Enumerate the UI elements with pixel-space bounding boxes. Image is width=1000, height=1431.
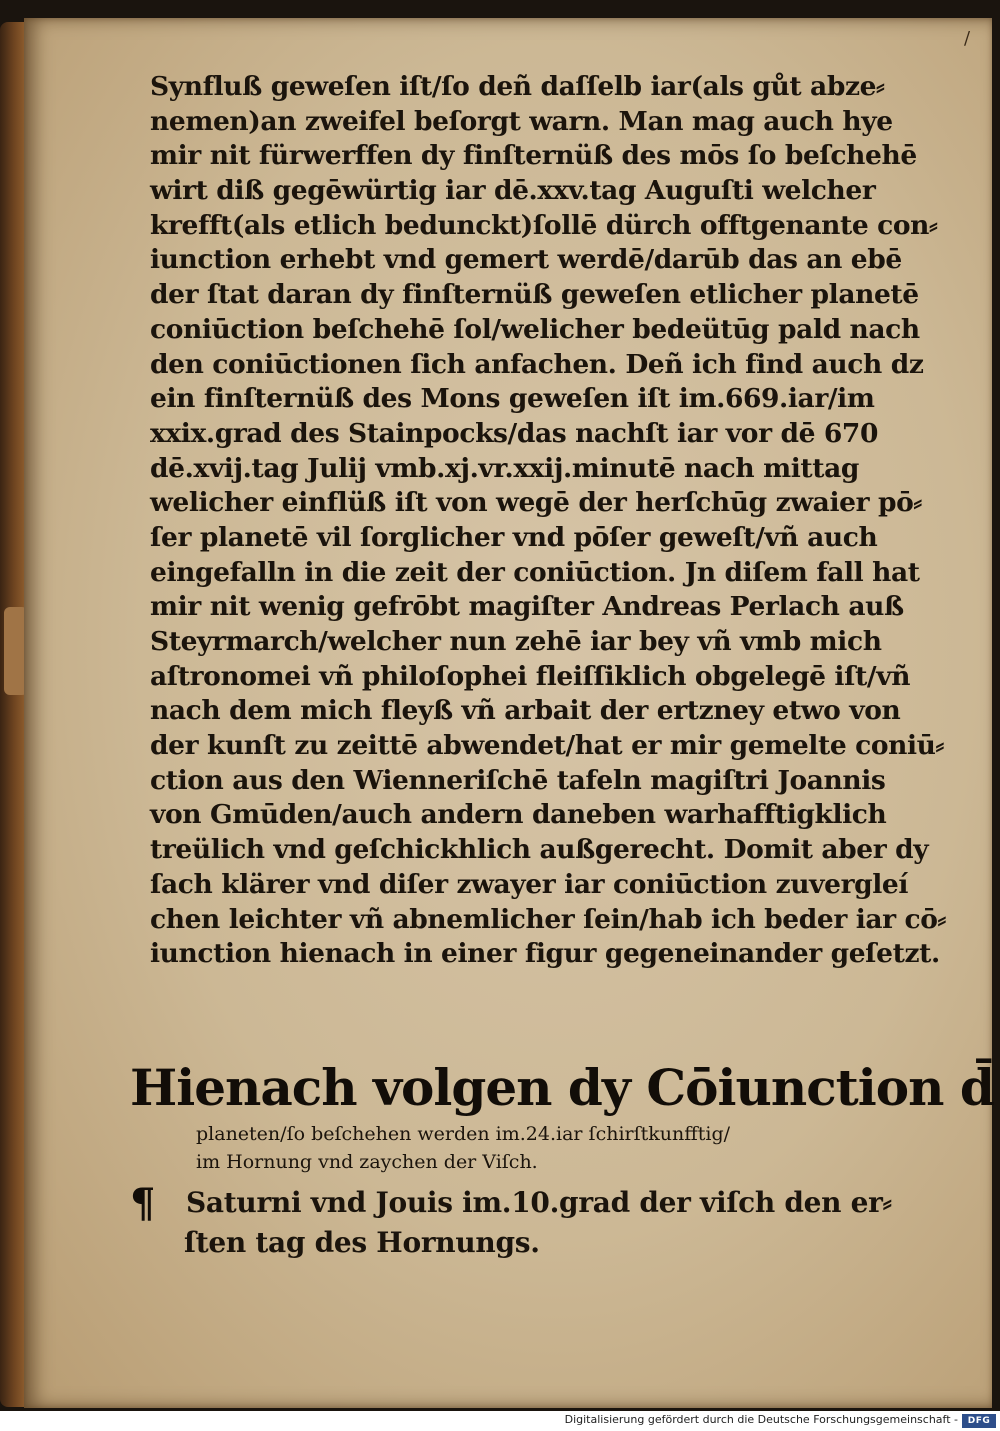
section-heading: Hienach volgen dy Cōiunction d̄ [130,1058,994,1117]
page-mark: / [964,28,971,49]
subheading-line: im Hornung vnd zaychen der Viſch. [196,1151,538,1173]
text-line: mir nit fürwerffen dy finſternüß des mōs ſo beſchehē [150,140,917,172]
text-line: mir nit wenig gefrōbt magiſter Andreas Perlach auß [150,591,904,623]
text-body [150,70,946,972]
text-line: der kunſt zu zeittē abwendet/hat er mir gemelte coniū⸗ [150,730,944,762]
text-line: iunction hienach in einer figur gegeneinander geſetzt. [150,938,940,970]
text-line: treülich vnd geſchickhlich außgerecht. Domit aber dy [150,834,929,866]
text-line: welicher einflüß iſt von wegē der herſchūg zwaier pō⸗ [150,487,922,519]
footer-bar [0,1411,1000,1431]
text-line: Synfluß geweſen iſt/ſo deñ daſſelb iar(als gůt abze⸗ [150,71,885,102]
text-line: wirt diß gegēwürtig iar dē.xxv.tag Auguſti welcher [150,175,876,207]
text-line: ſach klärer vnd diſer zwayer iar coniūction zuvergleí [150,868,909,900]
text-line: der ſtat daran dy finſternüß geweſen etlicher planetē [150,279,919,311]
text-line: ein finſternüß des Mons geweſen iſt im.669.iar/im [150,383,875,415]
text-line: von Gmūden/auch andern daneben warhafftigklich [150,799,887,831]
text-line: chen leichter vñ abnemlicher ſein/hab ich beder iar cō⸗ [150,903,946,935]
text-line: dē.xvij.tag Julij vmb.xj.vr.xxij.minutē nach mittag [150,452,859,484]
pilcrow-mark: ¶ [130,1180,156,1227]
text-line: ction aus den Wienneriſchē tafeln magiſtri Joannis [150,764,886,796]
text-line: coniūction beſchehē ſol/welicher bedeütūg pald nach [150,313,920,345]
text-line: aſtronomei vñ philoſophei fleiſſiklich obgelegē iſt/vñ [150,660,911,692]
text-line: xxix.grad des Stainpocks/das nachſt iar vor dē 670 [150,417,878,449]
entry-line: Saturni vnd Jouis im.10.grad der viſch den er⸗ [186,1186,892,1219]
text-line: ſer planetē vil ſorglicher vnd pōſer geweſt/vñ auch [150,521,878,553]
text-line: eingefalln in die zeit der coniūction. Jn diſem fall hat [150,556,920,588]
text-line: krefft(als etlich bedunckt)ſollē dürch offtgenante con⸗ [150,209,938,241]
text-line: nemen)an zweifel beſorgt warn. Man mag auch hye [150,105,893,137]
entry-line: ſten tag des Hornungs. [184,1226,540,1259]
funding-credit: Digitalisierung gefördert durch die Deutsche Forschungsgemeinschaft - [564,1413,958,1426]
dfg-logo: DFG [962,1414,996,1428]
subheading-line: planeten/ſo beſchehen werden im.24.iar ſchirſtkunfftig/ [196,1123,731,1145]
text-line: iunction erhebt vnd gemert werdē/darūb das an ebē [150,244,902,276]
text-line: Steyrmarch/welcher nun zehē iar bey vñ vmb mich [150,626,882,657]
text-line: nach dem mich fleyß vñ arbait der ertzney etwo von [150,695,901,727]
text-line: den coniūctionen ſich anfachen. Deñ ich find auch dz [150,348,924,380]
